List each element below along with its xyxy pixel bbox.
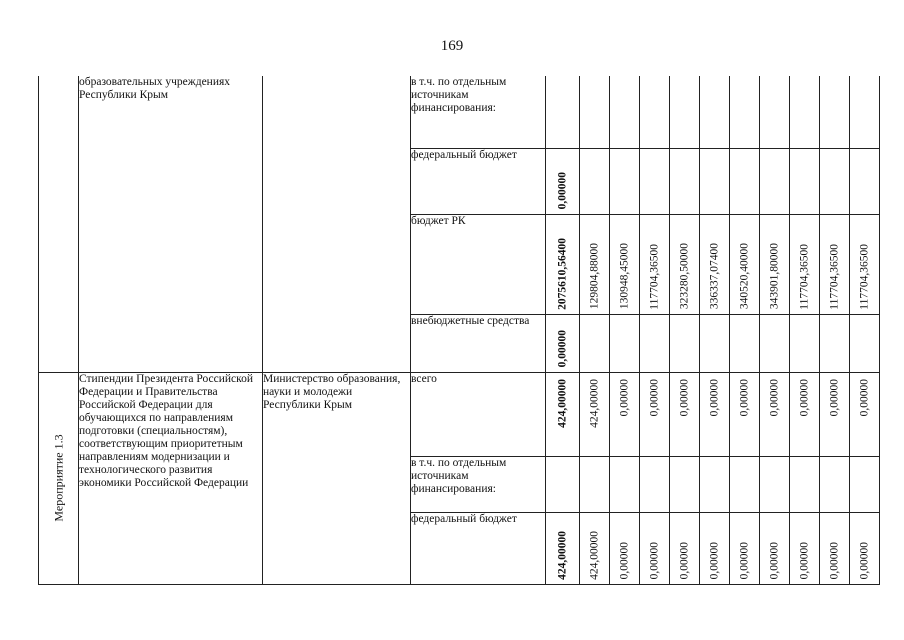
value-cell <box>760 214 790 314</box>
value-cell <box>790 512 820 584</box>
value-cell <box>820 314 850 372</box>
table-row <box>39 372 880 456</box>
page-number: 169 <box>440 38 464 54</box>
value-cell <box>850 372 880 456</box>
year-value: 336337,07400 <box>708 243 720 310</box>
year-value: 117704,36500 <box>858 243 870 310</box>
value-cell <box>820 456 850 512</box>
value-cell <box>850 512 880 584</box>
value-cell <box>730 456 760 512</box>
executor-text: Министерство образования, науки и молодежи Республики Крым <box>263 372 401 411</box>
value-cell <box>580 372 610 456</box>
value-cell <box>700 456 730 512</box>
year-value: 0,00000 <box>858 542 870 580</box>
value-cell <box>610 372 640 456</box>
value-cell <box>730 76 760 148</box>
value-cell <box>610 456 640 512</box>
value-cell <box>610 148 640 214</box>
value-cell <box>670 456 700 512</box>
value-cell <box>640 76 670 148</box>
year-value: 130948,45000 <box>618 243 630 310</box>
total-value: 0,00000 <box>556 172 568 210</box>
year-value: 343901,80000 <box>768 243 780 310</box>
value-cell <box>850 76 880 148</box>
year-value: 424,00000 <box>588 530 600 580</box>
year-value: 0,00000 <box>738 378 750 416</box>
value-cell <box>850 214 880 314</box>
value-cell <box>580 314 610 372</box>
total-value: 2075610,56400 <box>556 237 568 310</box>
year-value: 0,00000 <box>738 542 750 580</box>
description-cell <box>79 372 263 584</box>
year-value: 0,00000 <box>828 542 840 580</box>
year-value: 0,00000 <box>858 378 870 416</box>
value-cell <box>700 314 730 372</box>
value-cell <box>790 372 820 456</box>
executor-cell <box>263 76 411 372</box>
value-cell <box>790 148 820 214</box>
source-label: в т.ч. по отдельным источникам финансирования: <box>411 456 546 512</box>
value-cell <box>730 314 760 372</box>
value-cell <box>850 314 880 372</box>
value-cell <box>730 214 760 314</box>
value-cell <box>820 512 850 584</box>
total-cell <box>546 372 580 456</box>
year-value: 0,00000 <box>648 378 660 416</box>
value-cell <box>580 456 610 512</box>
year-value: 129804,88000 <box>588 243 600 310</box>
year-value: 323280,50000 <box>678 243 690 310</box>
year-value: 117704,36500 <box>798 243 810 310</box>
value-cell <box>760 456 790 512</box>
total-cell <box>546 314 580 372</box>
description-text: Стипендии Президента Российской Федерации и Правительства Российской Федерации для обучающихся по направлениям подготовки (специальностям), соответствующим приоритетным направлениям модернизации и технологического развития экономики Российской Федерации <box>79 372 254 489</box>
value-cell <box>760 372 790 456</box>
year-value: 0,00000 <box>798 542 810 580</box>
source-label: внебюджетные средства <box>411 314 546 372</box>
value-cell <box>790 76 820 148</box>
year-value: 0,00000 <box>768 542 780 580</box>
value-cell <box>790 214 820 314</box>
year-value: 0,00000 <box>618 378 630 416</box>
financing-table <box>38 76 880 585</box>
total-value: 424,00000 <box>556 378 568 428</box>
value-cell <box>700 214 730 314</box>
year-value: 117704,36500 <box>828 243 840 310</box>
year-value: 0,00000 <box>678 378 690 416</box>
value-cell <box>700 512 730 584</box>
value-cell <box>580 214 610 314</box>
value-cell <box>820 148 850 214</box>
source-label: всего <box>411 372 546 456</box>
value-cell <box>640 456 670 512</box>
year-value: 117704,36500 <box>648 243 660 310</box>
total-value: 0,00000 <box>556 330 568 368</box>
value-cell <box>610 76 640 148</box>
value-cell <box>850 456 880 512</box>
total-cell <box>546 148 580 214</box>
total-cell <box>546 76 580 148</box>
year-value: 0,00000 <box>768 378 780 416</box>
value-cell <box>790 456 820 512</box>
year-value: 340520,40000 <box>738 243 750 310</box>
year-value: 0,00000 <box>828 378 840 416</box>
source-label: в т.ч. по отдельным источникам финансирования: <box>411 76 546 148</box>
year-value: 0,00000 <box>678 542 690 580</box>
value-cell <box>580 512 610 584</box>
year-value: 0,00000 <box>708 542 720 580</box>
value-cell <box>730 512 760 584</box>
value-cell <box>640 148 670 214</box>
event-label-cell <box>39 372 79 584</box>
value-cell <box>670 76 700 148</box>
year-value: 0,00000 <box>798 378 810 416</box>
value-cell <box>640 314 670 372</box>
value-cell <box>670 214 700 314</box>
total-cell <box>546 456 580 512</box>
value-cell <box>700 76 730 148</box>
value-cell <box>640 372 670 456</box>
table-row <box>39 76 880 148</box>
source-label: бюджет РК <box>411 214 546 314</box>
value-cell <box>790 314 820 372</box>
value-cell <box>820 214 850 314</box>
value-cell <box>820 76 850 148</box>
year-value: 0,00000 <box>618 542 630 580</box>
value-cell <box>730 148 760 214</box>
value-cell <box>640 512 670 584</box>
value-cell <box>610 214 640 314</box>
value-cell <box>670 512 700 584</box>
value-cell <box>760 314 790 372</box>
total-cell <box>546 214 580 314</box>
source-label: федеральный бюджет <box>411 148 546 214</box>
total-value: 424,00000 <box>556 530 568 580</box>
value-cell <box>670 314 700 372</box>
total-cell <box>546 512 580 584</box>
event-label: Мероприятие 1.3 <box>51 434 65 522</box>
value-cell <box>760 512 790 584</box>
value-cell <box>640 214 670 314</box>
value-cell <box>610 314 640 372</box>
value-cell <box>820 372 850 456</box>
value-cell <box>610 512 640 584</box>
value-cell <box>700 372 730 456</box>
executor-cell <box>263 372 411 584</box>
description-cell <box>79 76 263 372</box>
year-value: 0,00000 <box>648 542 660 580</box>
value-cell <box>670 148 700 214</box>
source-label: федеральный бюджет <box>411 512 546 584</box>
year-value: 0,00000 <box>708 378 720 416</box>
year-value: 424,00000 <box>588 378 600 428</box>
value-cell <box>850 148 880 214</box>
value-cell <box>700 148 730 214</box>
value-cell <box>580 148 610 214</box>
value-cell <box>730 372 760 456</box>
value-cell <box>670 372 700 456</box>
event-label-cell <box>39 76 79 372</box>
value-cell <box>760 148 790 214</box>
value-cell <box>580 76 610 148</box>
description-text: образовательных учреждениях Республики Крым <box>79 76 231 101</box>
value-cell <box>760 76 790 148</box>
